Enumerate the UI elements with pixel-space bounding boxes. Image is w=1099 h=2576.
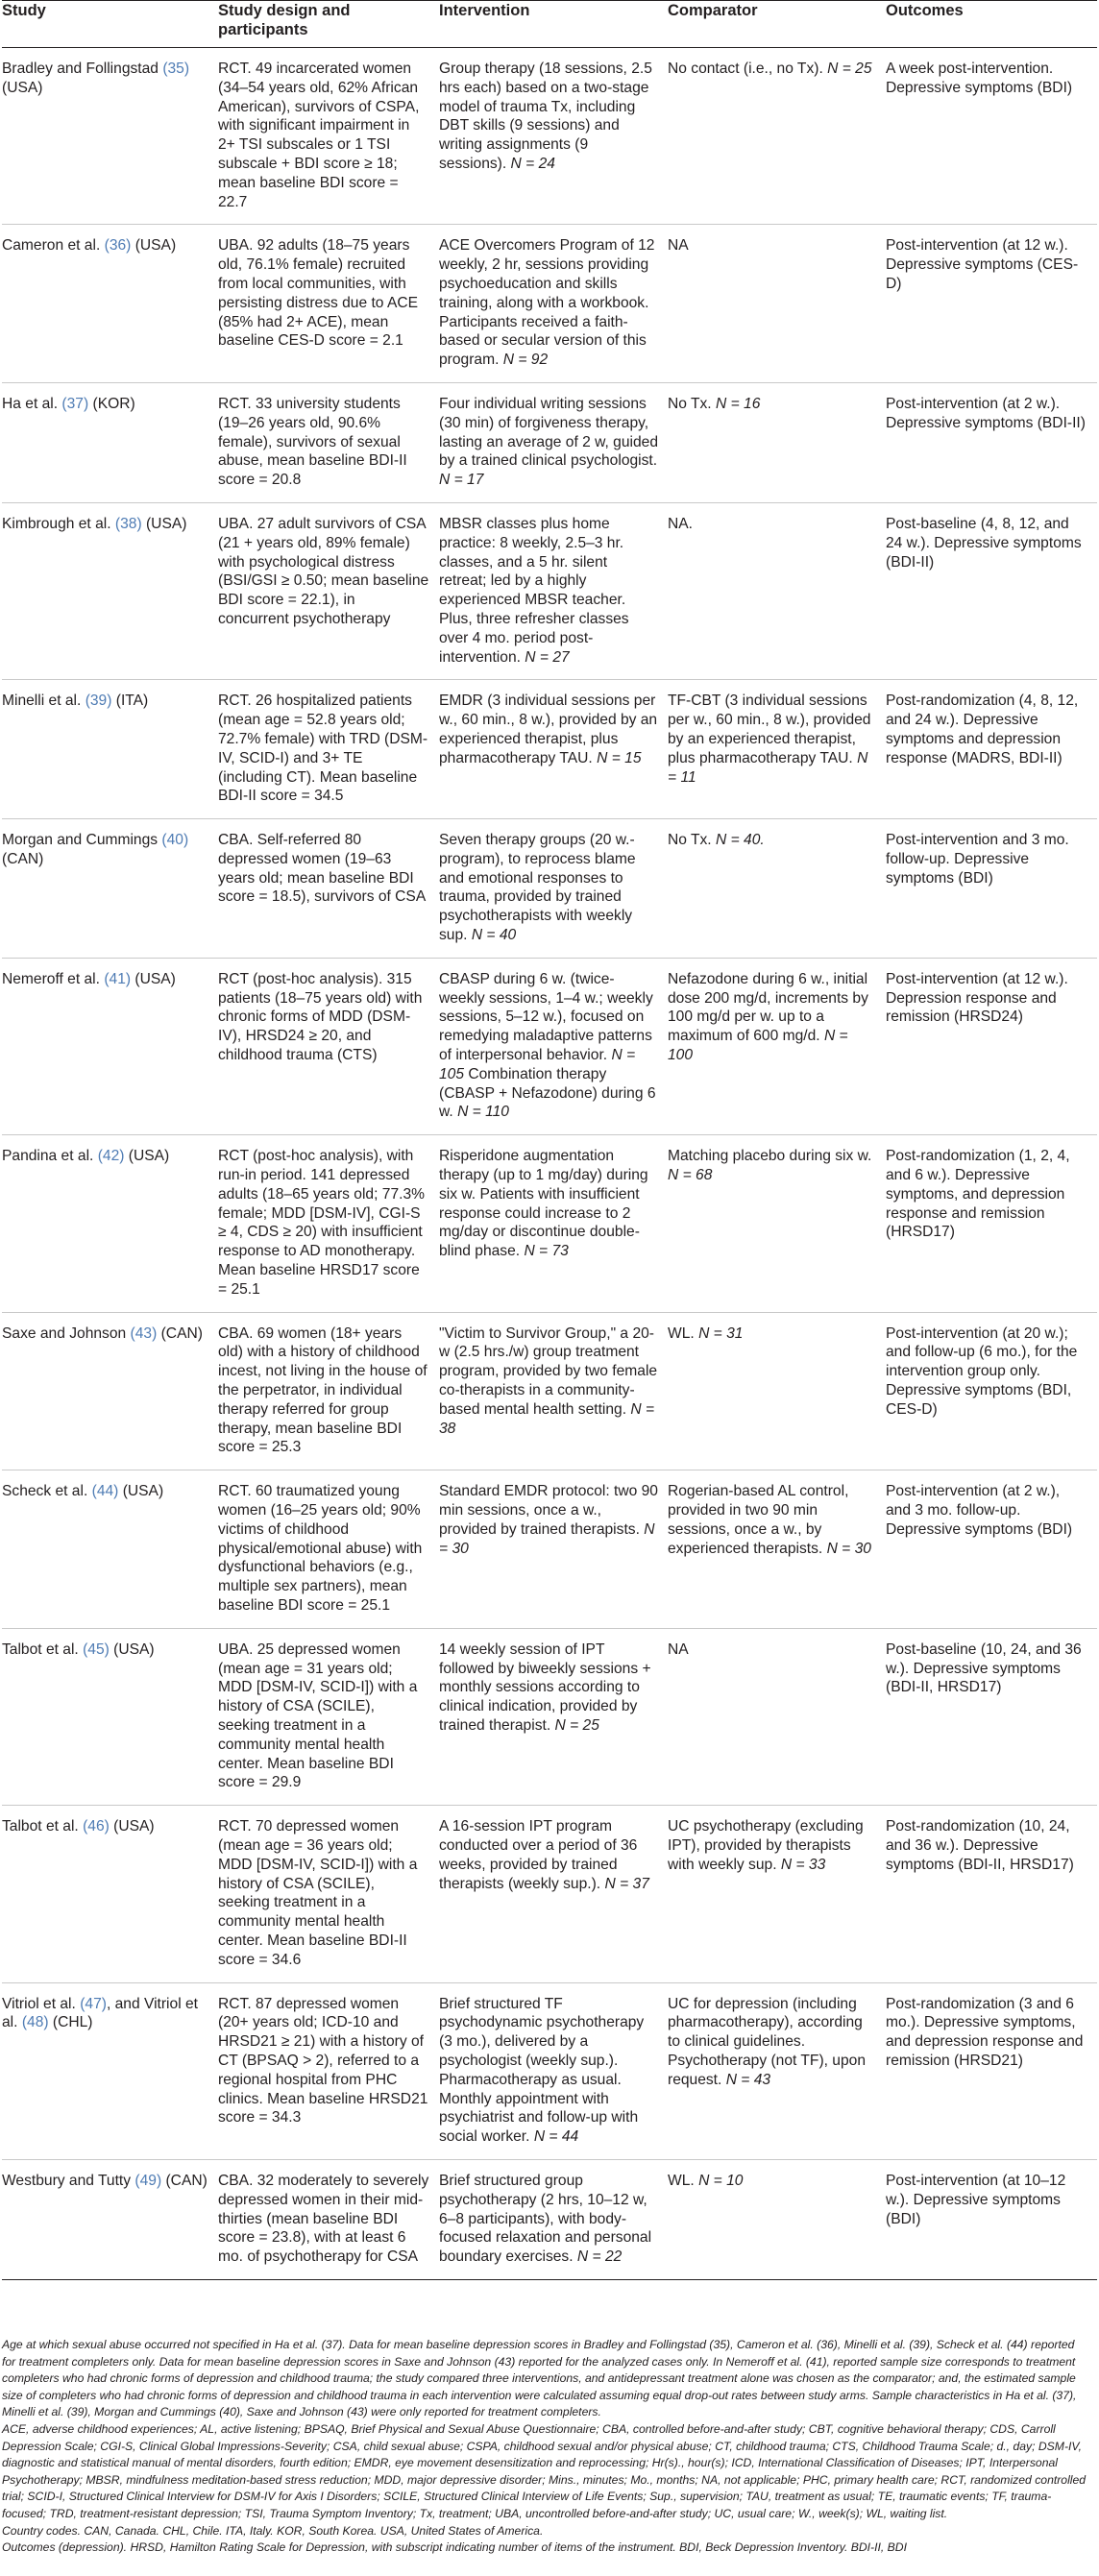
table-row [2, 48, 1097, 225]
table-row [2, 1312, 1097, 1470]
comparator-n: N = 43 [725, 2071, 771, 2088]
outcomes-cell: Post-intervention (at 10–12 w.). Depressive symptoms (BDI) [886, 2172, 1066, 2227]
design-cell: RCT. 87 depressed women (20+ years old; ICD-10 and HRSD21 ≥ 21) with a history of CT (BPSAQ > 2), referred to a regional hospital from PHC clinics. Mean baseline HRSD21 score = 34.3 [218, 1995, 428, 2126]
table-row [2, 225, 1097, 383]
intervention-extra-text: Combination therapy (CBASP + Nefazodone) during 6 w. [439, 1065, 656, 1121]
intervention-cell [439, 1312, 668, 1470]
study-country: (USA) [122, 1483, 164, 1500]
intervention-n: N = 30 [439, 1520, 655, 1557]
study-cell [2, 225, 218, 383]
table-row [2, 2159, 1097, 2279]
table-row [2, 1628, 1097, 1805]
intervention-cell [439, 1806, 668, 1982]
study-name: Nemeroff et al. [2, 970, 100, 987]
study-name: Talbot et al. [2, 1818, 79, 1835]
intervention-n: N = 38 [439, 1400, 655, 1437]
comparator-cell [668, 1312, 886, 1470]
footnote-outcomes: Outcomes (depression). HRSD, Hamilton Rating Scale for Depression, with subscript indicating number of items of the instrument. BDI, Beck Depression Inventory. BDI-II, BDI [2, 2540, 907, 2555]
intervention-n: N = 24 [510, 155, 555, 172]
header-intervention: Intervention [439, 2, 530, 19]
intervention-cell [439, 2159, 668, 2279]
intervention-text: Brief structured TF psychodynamic psychotherapy (3 mo.), delivered by a psychologist (weekly sup.). Pharmacotherapy as usual. Monthly appointment with psychiatrist and follow-up with social worker. [439, 1995, 645, 2146]
footnote-abbreviations: ACE, adverse childhood experiences; AL, active listening; BPSAQ, Brief Physical and Sexual Abuse Questionnaire; CBA, controlled before-and-after study; CBT, cognitive behavioral therapy; CDS, Carroll Depression Scale; CGI-S, Clinical Global Impressions-Severity; CSA, child sexual abuse; CSPA, childhood sexual and/or physical abuse; CT, childhood trauma; CTS, Childhood Trauma Scale; d., day; DSM-IV, diagnostic and statistical manual of mental disorders, fourth edition; EMDR, eye movement desensitization and reprocessing; Hr(s)., hour(s); ICD, International Classification of Diseases; IPT, Interpersonal Psychotherapy; MBSR, mindfulness meditation-based stress reduction; MDD, major depressive disorder; Mins., minutes; Mo., months; NA, not applicable; PHC, primary health care; RCT, randomized controlled trial; SCID-I, Structured Clinical Interview for DSM-IV for Axis I Disorders; SCILE, Structured Clinical Interview of Life Events; Sup., supervision; TAU, treatment as usual; TE, traumatic events; TF, trauma-focused; TRD, treatment-resistant depression; TSI, Trauma Symptom Inventory; Tx, treatment; UBA, uncontrolled before-and-after study; UC, usual care; W., week(s); WL, waiting list. [2, 2421, 1087, 2520]
comparator-text: No Tx. [668, 395, 712, 412]
comparator-text: WL. [668, 2172, 695, 2189]
outcomes-cell: Post-randomization (1, 2, 4, and 6 w.). Depressive symptoms, and depression response and remission (HRSD17) [886, 1148, 1070, 1241]
header-row [2, 1, 1097, 48]
study-country: (USA) [2, 79, 43, 96]
study-country: (CAN) [165, 2172, 208, 2189]
study-reference: (49) [134, 2172, 162, 2189]
intervention-text: "Victim to Survivor Group," a 20-w (2.5 hrs./w) group treatment program, provided by two female co-therapists in a community-based mental health setting. [439, 1324, 658, 1418]
study-cell [2, 1312, 218, 1470]
design-cell: RCT. 49 incarcerated women (34–54 years old, 62% African American), survivors of CSPA, with significant impairment in 2+ TSI subscales or 1 TSI subscale + BDI score ≥ 18; mean baseline BDI score = 22.7 [218, 61, 420, 210]
header-design: Study design and participants [218, 2, 351, 38]
outcomes-cell: Post-intervention (at 12 w.). Depression response and remission (HRSD24) [886, 970, 1068, 1026]
study-cell [2, 958, 218, 1134]
outcomes-cell: Post-randomization (10, 24, and 36 w.). Depressive symptoms (BDI-II, HRSD17) [886, 1818, 1074, 1873]
design-cell: CBA. 32 moderately to severely depressed women in their mid-thirties (mean baseline BDI score = 23.8), with at least 6 mo. of psychotherapy for CSA [218, 2172, 429, 2266]
study-name: Saxe and Johnson [2, 1324, 127, 1342]
table-header [2, 1, 1097, 48]
study-country: (CAN) [2, 850, 44, 867]
comparator-n: N = 40. [715, 832, 765, 849]
comparator-text: UC for depression (including pharmacotherapy), according to clinical guidelines. Psychotherapy (not TF), upon request. [668, 1995, 867, 2088]
intervention-extra-n: N = 110 [457, 1104, 509, 1121]
study-country: (USA) [128, 1148, 170, 1165]
study-country: (KOR) [92, 395, 135, 412]
study-country-extra: (CHL) [52, 2014, 93, 2031]
intervention-n: N = 44 [533, 2128, 579, 2146]
intervention-n: N = 92 [502, 352, 549, 369]
comparator-cell [668, 1806, 886, 1982]
outcomes-cell: Post-intervention (at 20 w.); and follow-up (6 mo.), for the intervention group only. Depressive symptoms (BDI, CES-D) [886, 1324, 1078, 1418]
study-reference: (41) [104, 970, 132, 987]
comparator-cell [668, 1628, 886, 1805]
study-country: (USA) [113, 1818, 155, 1835]
study-reference: (39) [85, 693, 112, 710]
comparator-cell [668, 382, 886, 502]
study-reference: (36) [104, 237, 132, 255]
comparator-cell [668, 1470, 886, 1629]
intervention-cell [439, 502, 668, 679]
outcomes-cell: Post-intervention (at 2 w.), and 3 mo. follow-up. Depressive symptoms (BDI) [886, 1483, 1073, 1538]
table-footnotes [2, 2337, 1087, 2557]
study-cell [2, 382, 218, 502]
table-row [2, 502, 1097, 679]
header-study: Study [2, 2, 46, 19]
comparator-text: TF-CBT (3 individual sessions per w., 60 min., 8 w.), provided by an experienced therapist, plus pharmacotherapy TAU. [668, 693, 871, 766]
design-cell: RCT. 60 traumatized young women (16–25 years old; 90% victims of childhood physical/emotional abuse) with dysfunctional behaviors (e.g., multiple sex partners), mean baseline BDI score = 25.1 [218, 1483, 423, 1614]
outcomes-cell: A week post-intervention. Depressive symptoms (BDI) [886, 61, 1073, 96]
study-name: Ha et al. [2, 395, 59, 412]
comparator-cell [668, 680, 886, 819]
intervention-n: N = 37 [604, 1875, 649, 1892]
header-comparator: Comparator [668, 2, 758, 19]
intervention-cell [439, 1470, 668, 1629]
design-cell: RCT (post-hoc analysis). 315 patients (18–75 years old) with chronic forms of MDD (DSM-IV), HRSD24 ≥ 20, and childhood trauma (CTS) [218, 970, 423, 1064]
study-reference: (44) [91, 1483, 119, 1500]
study-reference: (37) [61, 395, 89, 412]
comparator-cell [668, 1982, 886, 2159]
study-cell [2, 48, 218, 225]
comparator-n: N = 68 [668, 1167, 713, 1184]
intervention-cell [439, 225, 668, 383]
study-name: Vitriol et al. [2, 1995, 76, 2012]
intervention-n: N = 73 [524, 1243, 569, 1260]
intervention-text: EMDR (3 individual sessions per w., 60 min., 8 w.), provided by an experienced therapist, plus pharmacotherapy TAU. [439, 693, 658, 766]
study-cell [2, 1135, 218, 1312]
comparator-n: N = 25 [827, 61, 872, 77]
comparator-n: N = 10 [698, 2172, 744, 2189]
study-name: Westbury and Tutty [2, 2172, 132, 2189]
study-name: Cameron et al. [2, 237, 101, 255]
study-reference: (38) [114, 515, 142, 532]
intervention-text: MBSR classes plus home practice: 8 weekly, 2.5–3 hr. classes, and a 5 hr. silent retreat; led by a highly experienced MBSR teacher. Plus, three refresher classes over 4 mo. period post-intervention. [439, 515, 629, 666]
table-row [2, 382, 1097, 502]
study-reference: (40) [161, 832, 189, 849]
design-cell: UBA. 27 adult survivors of CSA (21 + years old, 89% female) with psychological distress (BSI/GSI ≥ 0.50; mean baseline BDI score = 22.1), in concurrent psychotherapy [218, 515, 429, 627]
study-name: Scheck et al. [2, 1483, 88, 1500]
intervention-text: 14 weekly session of IPT followed by biweekly sessions + monthly sessions according to clinical indication, provided by trained therapist. [439, 1640, 651, 1734]
intervention-cell [439, 1135, 668, 1312]
footnote-sample: Age at which sexual abuse occurred not specified in Ha et al. (37). Data for mean baseline depression scores in Bradley and Follingstad (35), Cameron et al. (36), Minelli et al. (39), Scheck et al. (44) reported for treatment completers only. Data for mean baseline depression scores in Saxe and Johnson (43) reported for the analyzed cases only. In Nemeroff et al. (41), reported sample size corresponds to treatment completers who had chronic forms of depression and childhood trauma; the study compared three interventions, and antidepressant treatment alone was chosen as the comparator; and, the estimated sample size of completers who had chronic forms of depression and childhood trauma in each intervention were calculated assuming equal drop-out rates between study arms. Sample characteristics in Ha et al. (37), Minelli et al. (39), Morgan and Cummings (40), Saxe and Johnson (43) were only reported for treatment completers. [2, 2338, 1077, 2419]
comparator-text: UC psychotherapy (excluding IPT), provided by therapists with weekly sup. [668, 1818, 864, 1873]
intervention-n: N = 15 [597, 749, 642, 766]
intervention-n: N = 25 [554, 1716, 599, 1734]
table-row [2, 1135, 1097, 1312]
study-cell [2, 1806, 218, 1982]
table-row [2, 1470, 1097, 1629]
intervention-text: Seven therapy groups (20 w.-program), to reprocess blame and emotional responses to trauma, provided by trained psychotherapists with weekly sup. [439, 832, 636, 944]
comparator-cell [668, 225, 886, 383]
comparator-text: Rogerian-based AL control, provided in two 90 min sessions, once a w., by experienced therapists. [668, 1483, 849, 1557]
comparator-cell [668, 1135, 886, 1312]
comparator-text: Nefazodone during 6 w., initial dose 200 mg/d, increments by 100 mg/d per w. up to a maximum of 600 mg/d. [668, 970, 868, 1045]
design-cell: CBA. 69 women (18+ years old) with a history of childhood incest, not living in the house of the perpetrator, in individual therapy referred for group therapy, mean baseline BDI score = 25.3 [218, 1324, 427, 1456]
intervention-text: Four individual writing sessions (30 min) of forgiveness therapy, lasting an average of 2 w, guided by a trained clinical psychologist. [439, 395, 659, 470]
intervention-cell [439, 382, 668, 502]
study-cell [2, 2159, 218, 2279]
study-name: Morgan and Cummings [2, 832, 159, 849]
study-name: Bradley and Follingstad [2, 61, 159, 77]
outcomes-cell: Post-randomization (3 and 6 mo.). Depressive symptoms, and depression response and remission (HRSD21) [886, 1995, 1084, 2069]
comparator-n: N = 11 [668, 749, 868, 786]
intervention-n: N = 27 [525, 648, 570, 666]
intervention-text: CBASP during 6 w. (twice-weekly sessions, 1–4 w.; weekly sessions, 5–12 w.), focused on remedying maladaptive patterns of interpersonal behavior. [439, 970, 653, 1064]
study-country: (CAN) [160, 1324, 203, 1342]
comparator-text: WL. [668, 1324, 695, 1342]
study-reference: (46) [83, 1818, 110, 1835]
comparator-text: No Tx. [668, 832, 712, 849]
comparator-n: N = 16 [715, 395, 761, 412]
study-reference: (47) [80, 1995, 107, 2012]
outcomes-cell: Post-baseline (4, 8, 12, and 24 w.). Depressive symptoms (BDI-II) [886, 515, 1082, 571]
study-reference: (45) [83, 1640, 110, 1658]
study-cell [2, 502, 218, 679]
study-name: Kimbrough et al. [2, 515, 111, 532]
comparator-n: N = 33 [780, 1856, 826, 1873]
design-cell: RCT. 70 depressed women (mean age = 36 years old; MDD [DSM-IV, SCID-I]) with a history of CSA (SCILE), seeking treatment in a community mental health center. Mean baseline BDI-II score = 34.6 [218, 1818, 418, 1968]
study-cell [2, 819, 218, 959]
comparator-cell [668, 2159, 886, 2279]
study-cell [2, 680, 218, 819]
table-body [2, 48, 1097, 2280]
outcomes-cell: Post-baseline (10, 24, and 36 w.). Depressive symptoms (BDI-II, HRSD17) [886, 1640, 1082, 1696]
study-name-extra: , and Vitriol et al. [2, 1995, 198, 2031]
study-country: (USA) [134, 970, 176, 987]
study-name: Pandina et al. [2, 1148, 94, 1165]
outcomes-cell: Post-intervention and 3 mo. follow-up. Depressive symptoms (BDI) [886, 832, 1069, 887]
comparator-text: NA. [668, 515, 693, 532]
intervention-text: Group therapy (18 sessions, 2.5 hrs each) based on a two-stage model of trauma Tx, including DBT skills (9 sessions) and writing assignments (9 sessions). [439, 61, 652, 172]
design-cell: RCT (post-hoc analysis), with run-in period. 141 depressed adults (18–65 years old; 77.3% female; MDD [DSM-IV], CGI-S ≥ 4, CDS ≥ 20) with insufficient response to AD monotherapy. Mean baseline HRSD17 score = 25.1 [218, 1148, 425, 1298]
study-country: (USA) [134, 237, 177, 255]
comparator-text: NA [668, 237, 689, 255]
study-cell [2, 1628, 218, 1805]
intervention-text: Risperidone augmentation therapy (up to 1 mg/day) during six w. Patients with insufficient response could increase to 2 mg/day or discontinue double-blind phase. [439, 1148, 648, 1260]
intervention-cell [439, 819, 668, 959]
outcomes-cell: Post-intervention (at 2 w.). Depressive symptoms (BDI-II) [886, 395, 1086, 431]
studies-table [2, 0, 1097, 2280]
design-cell: RCT. 33 university students (19–26 years old, 90.6% female), survivors of sexual abuse, mean baseline BDI-II score = 20.8 [218, 395, 407, 489]
intervention-cell [439, 680, 668, 819]
design-cell: UBA. 92 adults (18–75 years old, 76.1% female) recruited from local communities, with persisting distress due to ACE (85% had 2+ ACE), mean baseline CES-D score = 2.1 [218, 237, 419, 350]
table-row [2, 958, 1097, 1134]
comparator-cell [668, 502, 886, 679]
comparator-cell [668, 48, 886, 225]
study-reference-extra: (48) [21, 2014, 49, 2031]
intervention-text: A 16-session IPT program conducted over a period of 36 weeks, provided by trained therapists (weekly sup.). [439, 1818, 638, 1892]
footnote-country-codes: Country codes. CAN, Canada. CHL, Chile. ITA, Italy. KOR, South Korea. USA, United States of America. [2, 2523, 544, 2538]
intervention-text: Brief structured group psychotherapy (2 hrs, 10–12 w, 6–8 participants), with body-focused relaxation and personal boundary exercises. [439, 2172, 652, 2266]
design-cell: CBA. Self-referred 80 depressed women (19–63 years old; mean baseline BDI score = 18.5), survivors of CSA [218, 832, 427, 906]
study-cell [2, 1982, 218, 2159]
study-country: (ITA) [115, 693, 149, 710]
intervention-text: ACE Overcomers Program of 12 weekly, 2 hr, sessions providing psychoeducation and skills training, along with a workbook. Participants received a faith-based or secular version of this program. [439, 237, 655, 369]
table-row [2, 1806, 1097, 1982]
design-cell: RCT. 26 hospitalized patients (mean age = 52.8 years old; 72.7% female) with TRD (DSM-IV, SCID-I) and 3+ TE (including CT). Mean baseline BDI-II score = 34.5 [218, 693, 428, 805]
table-row [2, 819, 1097, 959]
study-name: Minelli et al. [2, 693, 82, 710]
intervention-cell [439, 958, 668, 1134]
comparator-text: No contact (i.e., no Tx). [668, 61, 823, 77]
study-name: Talbot et al. [2, 1640, 79, 1658]
intervention-n: N = 17 [439, 472, 484, 489]
study-reference: (43) [130, 1324, 158, 1342]
comparator-cell [668, 819, 886, 959]
design-cell: UBA. 25 depressed women (mean age = 31 years old; MDD [DSM-IV, SCID-I]) with a history of CSA (SCILE), seeking treatment in a community mental health center. Mean baseline BDI score = 29.9 [218, 1640, 418, 1791]
study-reference: (42) [97, 1148, 125, 1165]
header-outcomes: Outcomes [886, 2, 964, 19]
intervention-cell [439, 1628, 668, 1805]
intervention-n: N = 40 [471, 927, 517, 944]
intervention-n: N = 105 [439, 1047, 636, 1082]
comparator-n: N = 100 [668, 1028, 848, 1064]
study-country: (USA) [145, 515, 187, 532]
intervention-cell [439, 1982, 668, 2159]
study-country: (USA) [113, 1640, 155, 1658]
table-row [2, 1982, 1097, 2159]
comparator-text: NA [668, 1640, 689, 1658]
intervention-n: N = 22 [576, 2248, 623, 2266]
intervention-text: Standard EMDR protocol: two 90 min sessions, once a w., provided by trained therapists. [439, 1483, 658, 1538]
comparator-cell [668, 958, 886, 1134]
study-cell [2, 1470, 218, 1629]
comparator-n: N = 31 [698, 1324, 744, 1342]
table-row [2, 680, 1097, 819]
comparator-n: N = 30 [826, 1540, 871, 1557]
intervention-cell [439, 48, 668, 225]
comparator-text: Matching placebo during six w. [668, 1148, 872, 1165]
outcomes-cell: Post-intervention (at 12 w.). Depressive symptoms (CES-D) [886, 237, 1079, 292]
outcomes-cell: Post-randomization (4, 8, 12, and 24 w.). Depressive symptoms and depression response (MADRS, BDI-II) [886, 693, 1079, 766]
study-reference: (35) [162, 61, 190, 77]
